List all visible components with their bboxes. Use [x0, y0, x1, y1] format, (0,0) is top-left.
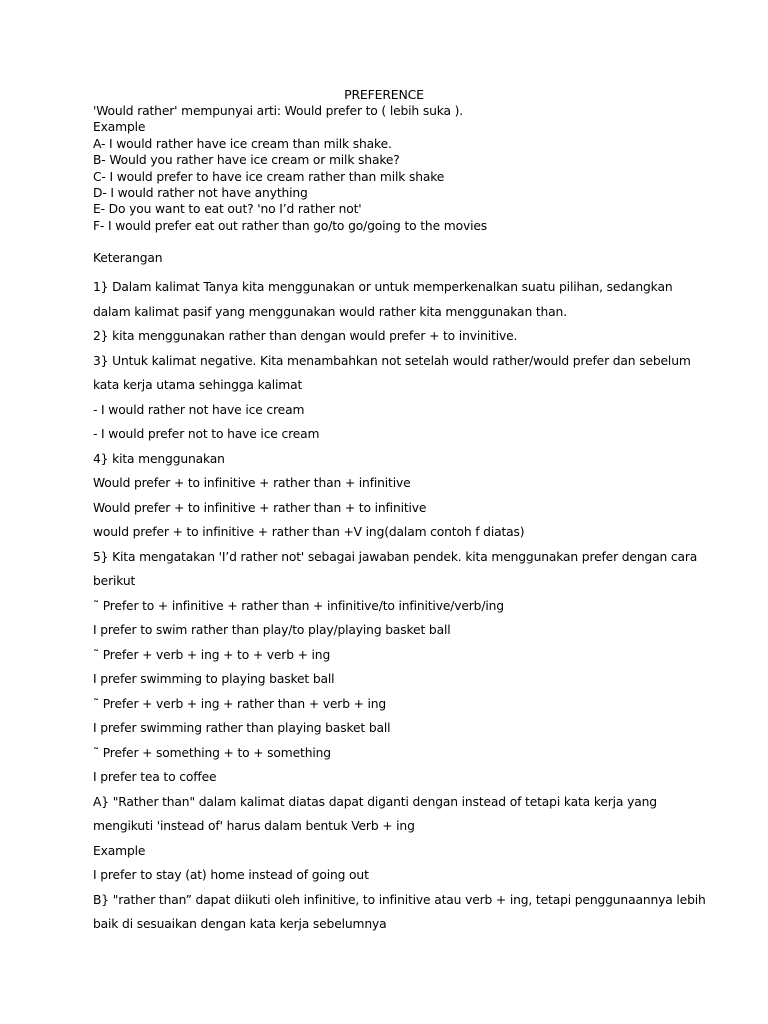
body-line: Example — [93, 843, 146, 858]
intro-block — [93, 103, 487, 234]
body-line: I prefer tea to coffee — [93, 770, 217, 784]
body-line: ˜ Prefer + verb + ing + rather than + verb + ing — [93, 696, 387, 711]
body-line: 2} kita menggunakan rather than dengan would prefer + to invinitive. — [93, 329, 518, 343]
body-line: A} "Rather than" dalam kalimat diatas dapat diganti dengan instead of tetapi kata kerja yang — [93, 794, 657, 809]
keterangan-heading: Keterangan — [93, 251, 163, 265]
body-line: ˜ Prefer to + infinitive + rather than + infinitive/to infinitive/verb/ing — [93, 598, 504, 613]
body-line: I prefer swimming to playing basket ball — [93, 672, 335, 686]
body-line: would prefer + to infinitive + rather than +V ing(dalam contoh f diatas) — [93, 525, 525, 539]
body-line: Would prefer + to infinitive + rather than + infinitive — [93, 476, 411, 490]
body-line: Would prefer + to infinitive + rather than + to infinitive — [93, 500, 427, 515]
intro-line: 'Would rather' mempunyai arti: Would prefer to ( lebih suka ). — [93, 104, 464, 118]
intro-line: D- I would rather not have anything — [93, 186, 308, 201]
body-line: 3} Untuk kalimat negative. Kita menambahkan not setelah would rather/would prefer dan sebelum — [93, 353, 691, 368]
body-line: dalam kalimat pasif yang menggunakan would rather kita menggunakan than. — [93, 304, 567, 319]
body-line: 1} Dalam kalimat Tanya kita menggunakan or untuk memperkenalkan suatu pilihan, sedangkan — [93, 280, 673, 294]
body-line: 5} Kita mengatakan 'I’d rather not' sebagai jawaban pendek. kita menggunakan prefer dengan cara — [93, 549, 698, 564]
body-line: baik di sesuaikan dengan kata kerja sebelumnya — [93, 917, 387, 931]
body-line: B} "rather than” dapat diikuti oleh infinitive, to infinitive atau verb + ing, tetapi penggunaannya lebih — [93, 892, 706, 907]
intro-line: E- Do you want to eat out? 'no I’d rather not' — [93, 202, 362, 217]
keterangan-body — [93, 275, 706, 937]
intro-line: B- Would you rather have ice cream or milk shake? — [93, 153, 400, 168]
body-line: kata kerja utama sehingga kalimat — [93, 378, 303, 392]
body-line: 4} kita menggunakan — [93, 451, 225, 466]
body-line: mengikuti 'instead of' harus dalam bentuk Verb + ing — [93, 819, 415, 833]
body-line: I prefer to swim rather than play/to play/playing basket ball — [93, 623, 451, 637]
page-title: PREFERENCE — [344, 87, 424, 102]
intro-line: C- I would prefer to have ice cream rather than milk shake — [93, 169, 445, 184]
body-line: - I would prefer not to have ice cream — [93, 427, 320, 441]
body-line: ˜ Prefer + verb + ing + to + verb + ing — [93, 647, 331, 662]
intro-line: F- I would prefer eat out rather than go/to go/going to the movies — [93, 218, 488, 233]
body-line: I prefer swimming rather than playing basket ball — [93, 721, 391, 735]
intro-line: Example — [93, 120, 146, 135]
body-line: I prefer to stay (at) home instead of going out — [93, 868, 369, 882]
body-line: - I would rather not have ice cream — [93, 402, 305, 417]
body-line: ˜ Prefer + something + to + something — [93, 745, 331, 760]
body-line: berikut — [93, 574, 136, 588]
intro-line: A- I would rather have ice cream than milk shake. — [93, 136, 392, 151]
